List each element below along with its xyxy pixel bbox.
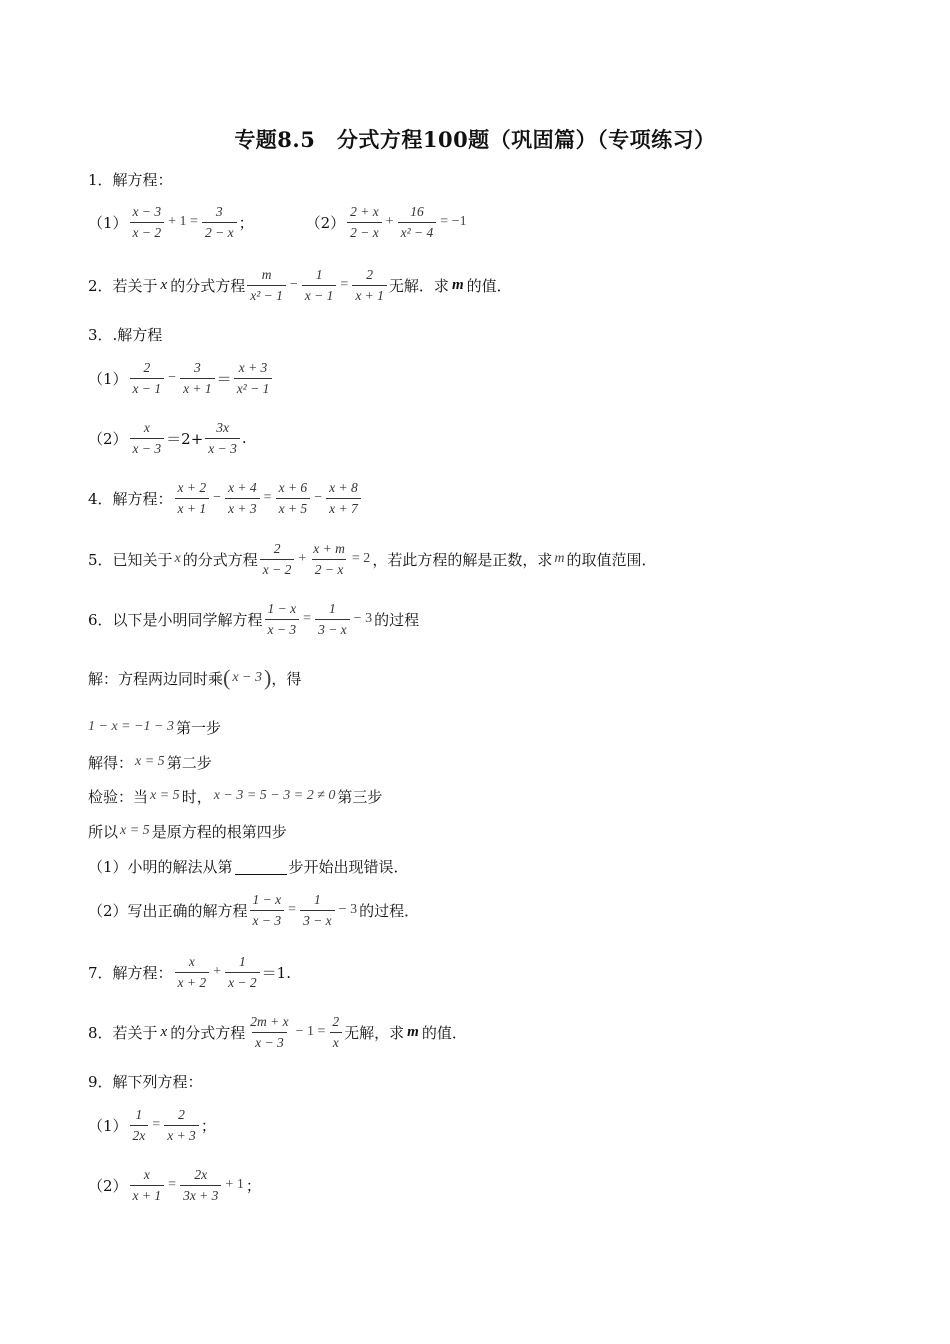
q6-line	[88, 599, 419, 639]
q4-op1: −	[213, 490, 222, 505]
q1-equations	[88, 202, 469, 242]
q3-part2-op: ＝2+	[166, 429, 204, 448]
q6-sub2-op1: =	[288, 902, 297, 917]
q4-frac2: $\frac{x + 4}{x + 3}$	[225, 480, 260, 517]
q9-part2	[88, 1165, 261, 1205]
q9-part2-end: ；	[245, 1176, 261, 1195]
q5-line	[88, 539, 656, 579]
q6-sub2-pre: （2）写出正确的解方程	[88, 901, 248, 920]
q6-sub2-rhs: − 3	[338, 902, 358, 917]
q3-part1-frac3: $\frac{x + 3}{\text{x² − 1}}$	[234, 360, 273, 397]
q2-label: 2．若关于	[88, 276, 158, 295]
q6-frac1: $\frac{1 - x}{x - 3}$	[265, 601, 300, 638]
q1-part2-plus: +	[385, 214, 394, 229]
q1-part2-frac1: $\frac{2 + x}{2 - x}$	[347, 204, 382, 241]
q1-part1-op: + 1 =	[168, 214, 198, 229]
q6-sub2-frac2: $\frac{1}{3 - x}$	[300, 892, 335, 929]
q6-step1-label: 第一步	[176, 718, 222, 737]
q6-step4-pre: 所以	[88, 822, 119, 841]
q2-frac2: $\frac{1}{x - 1}$	[302, 267, 337, 304]
q5-mid: 的分式方程	[182, 550, 258, 569]
q7-label: 7．解方程：	[88, 963, 173, 982]
q3-part2-frac1: $\frac{x}{x - 3}$	[130, 420, 165, 457]
q6-step1	[88, 715, 221, 739]
q9-part2-rhs: + 1	[225, 1177, 244, 1192]
q1-part1-frac2: $\frac{3}{2 - x}$	[202, 204, 237, 241]
q8-tail1: 无解，求	[344, 1023, 405, 1042]
q9-part2-frac1: $\frac{x}{x + 1}$	[130, 1167, 165, 1204]
q3-part1-op1: −	[168, 370, 177, 385]
q6-sol-tail: ，得	[271, 669, 302, 688]
q6-sol-lparen: (	[223, 665, 231, 690]
q9-part1-label: （1）	[88, 1116, 128, 1135]
q6-step4-label: 是原方程的根第四步	[151, 822, 287, 841]
q6-step3	[88, 784, 382, 808]
q3-part2	[88, 418, 247, 458]
q1-label: 1．解方程：	[88, 170, 173, 189]
q2-tail1: 无解．求	[388, 276, 449, 295]
q4-frac3: $\frac{x + 6}{x + 5}$	[276, 480, 311, 517]
q9-part1-end: ；	[200, 1116, 216, 1135]
q3-part1-frac1: $\frac{2}{x - 1}$	[130, 360, 165, 397]
q8-frac2: $\frac{2}{x}$	[329, 1014, 342, 1051]
q6-label: 6．以下是小明同学解方程	[88, 610, 263, 629]
q4-label: 4．解方程：	[88, 489, 173, 508]
q8-tail2: 的值．	[421, 1023, 467, 1042]
q9-part1-op: =	[152, 1117, 161, 1132]
q5-tail1: ，若此方程的解是正数，求	[372, 550, 553, 569]
q6-step4	[88, 819, 287, 843]
q8-m: m	[407, 1023, 419, 1040]
q1-part2-frac2: $\frac{16}{\text{x² − 4}}$	[398, 204, 437, 241]
q6-solution-intro	[88, 658, 301, 698]
q6-step1-expr: 1 − x = −1 − 3	[88, 719, 175, 734]
q2-frac3: $\frac{2}{x + 1}$	[352, 267, 387, 304]
q2-m: m	[451, 276, 464, 293]
q6-sol-rparen: )	[264, 665, 272, 690]
q7-line	[88, 952, 291, 992]
q3-part1-frac2: $\frac{3}{x + 1}$	[180, 360, 215, 397]
q4-line	[88, 478, 363, 518]
q6-tail: 的过程	[374, 610, 420, 629]
q6-sub1-tail: 步开始出现错误．	[288, 857, 409, 876]
q7-op1: +	[213, 964, 222, 979]
q3-label: 3．.解方程	[88, 325, 163, 344]
q2-op1: −	[289, 277, 298, 292]
q6-sub2-tail: 的过程．	[359, 901, 420, 920]
q2-x: x	[160, 276, 168, 293]
q4-frac4: $\frac{x + 8}{x + 7}$	[326, 480, 361, 517]
q6-step3-pre: 检验：当	[88, 787, 149, 806]
q6-sol-text: 解：方程两边同时乘	[88, 669, 224, 688]
q6-op1: =	[303, 611, 312, 626]
q4-op2: =	[263, 490, 272, 505]
q9-label: 9．解下列方程：	[88, 1072, 203, 1091]
q9-part1	[88, 1105, 216, 1145]
q6-sub1-blank[interactable]	[235, 858, 287, 875]
q7-frac2: $\frac{1}{x - 2}$	[225, 954, 260, 991]
q6-step3-expr1: x = 5	[150, 788, 180, 803]
q2-tail2: 的值．	[466, 276, 512, 295]
q1-part1-end: ；	[238, 213, 254, 232]
q2-line	[88, 265, 512, 305]
q4-op3: −	[314, 490, 323, 505]
q6-step3-expr2: x − 3 = 5 − 3 = 2 ≠ 0	[213, 788, 336, 803]
q5-tail2: 的取值范围．	[566, 550, 657, 569]
q9-part1-frac2: $\frac{2}{x + 3}$	[164, 1107, 199, 1144]
q7-rhs: ＝1.	[261, 963, 291, 982]
q6-sub1-pre: （1）小明的解法从第	[88, 857, 233, 876]
q3-part2-frac2: $\frac{3x}{x - 3}$	[205, 420, 240, 457]
q6-step2-expr: x = 5	[135, 754, 165, 769]
q5-rhs: = 2	[351, 551, 371, 566]
q6-step2-pre: 解得：	[88, 753, 134, 772]
q2-mid: 的分式方程	[170, 276, 246, 295]
q5-label: 5．已知关于	[88, 550, 173, 569]
q6-sub2-frac1: $\frac{1 - x}{x - 3}$	[250, 892, 285, 929]
q6-step4-expr: x = 5	[120, 823, 150, 838]
q7-frac1: $\frac{x}{x + 2}$	[175, 954, 210, 991]
q5-frac2: $\frac{x + m}{2 - x}$	[313, 540, 345, 577]
q6-rhs: − 3	[353, 611, 373, 626]
q1-part1-label: （1）	[88, 213, 128, 232]
q9-part2-frac2: $\frac{2x}{3x + 3}$	[180, 1167, 221, 1204]
q5-op1: +	[298, 551, 307, 566]
q6-step3-mid: 时，	[181, 787, 212, 806]
q9-part2-op: =	[168, 1177, 177, 1192]
q5-m: m	[554, 551, 565, 566]
q2-op2: =	[340, 277, 349, 292]
q5-x: x	[174, 551, 181, 566]
q1-part1-frac1: $\frac{x - 3}{x - 2}$	[130, 204, 165, 241]
q8-op1: − 1 =	[295, 1024, 326, 1039]
q3-part1-label: （1）	[88, 369, 128, 388]
q3-part1	[88, 358, 274, 398]
q6-sol-expr: x − 3	[232, 670, 263, 685]
q1-part2-label: （2）	[305, 213, 346, 232]
q4-frac1: $\frac{x + 2}{x + 1}$	[175, 480, 210, 517]
q8-x: x	[160, 1023, 168, 1040]
q8-frac1: $\frac{2m + x}{x - 3}$	[250, 1013, 289, 1050]
q6-step3-label: 第三步	[337, 787, 383, 806]
q8-line	[88, 1012, 467, 1052]
q6-sub1	[88, 854, 409, 878]
q2-frac1: $\frac{m}{\text{x² − 1}}$	[247, 267, 286, 304]
q5-frac1: $\frac{2}{x - 2}$	[260, 541, 295, 578]
q8-mid: 的分式方程	[170, 1023, 246, 1042]
q9-part2-label: （2）	[88, 1176, 128, 1195]
q8-label: 8．若关于	[88, 1023, 158, 1042]
q3-part2-end: .	[241, 429, 247, 447]
q6-step2-label: 第二步	[166, 753, 212, 772]
q3-part2-label: （2）	[88, 429, 128, 448]
q6-sub2	[88, 890, 419, 930]
page-title: 专题8.5 分式方程100题（巩固篇）（专项练习）	[234, 127, 716, 152]
q6-step2	[88, 750, 212, 774]
q6-frac2: $\frac{1}{3 - x}$	[315, 601, 350, 638]
q9-part1-frac1: $\frac{1}{2x}$	[130, 1107, 149, 1144]
q3-part1-op2: ＝	[216, 369, 232, 388]
q1-part2-rhs: = −1	[440, 214, 467, 229]
